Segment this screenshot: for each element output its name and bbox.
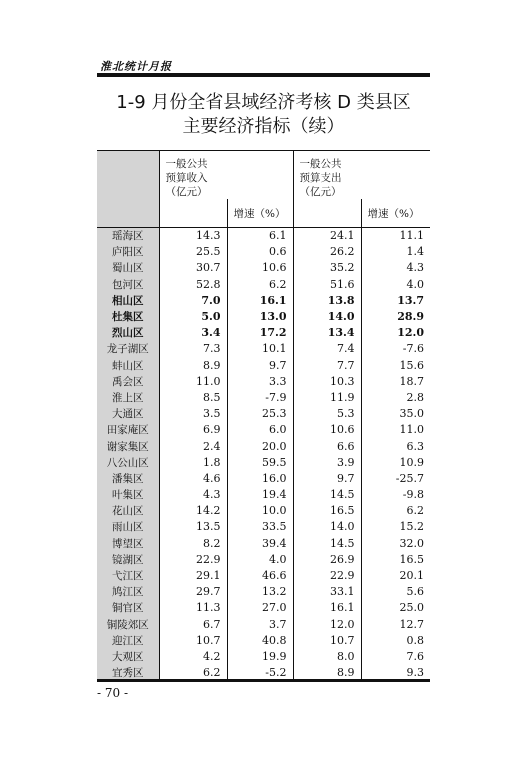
district-name: 弋江区 <box>97 568 159 584</box>
table-row <box>97 584 430 600</box>
revenue-value: 29.7 <box>159 584 227 600</box>
revenue-value: 14.2 <box>159 503 227 519</box>
revenue-value: 29.1 <box>159 568 227 584</box>
expenditure-value: 13.4 <box>293 325 361 341</box>
expenditure-value: 7.4 <box>293 341 361 357</box>
table-row <box>97 552 430 568</box>
district-name: 铜陵郊区 <box>97 617 159 633</box>
revenue-growth: 20.0 <box>227 438 293 454</box>
revenue-growth: 39.4 <box>227 536 293 552</box>
expenditure-value: 7.7 <box>293 358 361 374</box>
expenditure-value: 10.7 <box>293 633 361 649</box>
expenditure-value: 22.9 <box>293 568 361 584</box>
revenue-growth: 46.6 <box>227 568 293 584</box>
expenditure-value: 14.5 <box>293 487 361 503</box>
expenditure-value: 35.2 <box>293 260 361 276</box>
expenditure-value: 5.3 <box>293 406 361 422</box>
expenditure-growth: 13.7 <box>397 293 424 307</box>
expenditure-growth: -9.8 <box>402 488 424 502</box>
expenditure-growth: 10.9 <box>399 455 424 469</box>
expenditure-growth: 4.0 <box>406 277 424 291</box>
expenditure-value: 12.0 <box>293 617 361 633</box>
revenue-growth: 10.1 <box>227 341 293 357</box>
table-row <box>97 374 430 390</box>
district-name: 博望区 <box>97 536 159 552</box>
expenditure-growth: 7.6 <box>406 649 424 663</box>
header-expenditure-label: 一般公共 预算支出 （亿元） <box>299 158 342 198</box>
header-revenue <box>159 151 293 199</box>
revenue-growth: 10.0 <box>227 503 293 519</box>
page-number: - 70 - <box>97 686 129 700</box>
revenue-value: 10.7 <box>159 633 227 649</box>
expenditure-growth: 32.0 <box>399 536 424 550</box>
table-row <box>97 277 430 293</box>
district-name: 镜湖区 <box>97 552 159 568</box>
district-name: 迎江区 <box>97 633 159 649</box>
revenue-growth: 16.0 <box>227 471 293 487</box>
header-expenditure <box>293 151 430 199</box>
table-row <box>97 293 430 309</box>
expenditure-value: 16.5 <box>293 503 361 519</box>
expenditure-value: 3.9 <box>293 455 361 471</box>
revenue-value: 5.0 <box>159 309 227 325</box>
expenditure-value: 10.6 <box>293 422 361 438</box>
expenditure-value: 8.9 <box>293 665 361 681</box>
revenue-growth: 9.7 <box>227 358 293 374</box>
table-row <box>97 325 430 341</box>
revenue-growth: 13.0 <box>227 309 293 325</box>
table-row <box>97 487 430 503</box>
revenue-value: 8.2 <box>159 536 227 552</box>
expenditure-growth: -7.6 <box>402 342 424 356</box>
expenditure-growth: 9.3 <box>406 666 424 680</box>
expenditure-growth: 2.8 <box>406 390 424 404</box>
revenue-growth: 16.1 <box>227 293 293 309</box>
district-name: 鸠江区 <box>97 584 159 600</box>
expenditure-growth: 0.8 <box>406 633 424 647</box>
expenditure-growth: 5.6 <box>406 585 424 599</box>
revenue-growth: 27.0 <box>227 600 293 616</box>
revenue-growth: 3.3 <box>227 374 293 390</box>
table-row <box>97 390 430 406</box>
district-name: 蜀山区 <box>97 260 159 276</box>
revenue-growth: 6.0 <box>227 422 293 438</box>
district-name: 杜集区 <box>97 309 159 325</box>
revenue-value: 52.8 <box>159 277 227 293</box>
revenue-value: 3.4 <box>159 325 227 341</box>
indicator-table <box>97 150 430 682</box>
district-name: 龙子湖区 <box>97 341 159 357</box>
table-row <box>97 536 430 552</box>
expenditure-growth: 15.2 <box>399 520 424 534</box>
expenditure-value: 8.0 <box>293 649 361 665</box>
publication-title: 淮北统计月报 <box>100 60 172 73</box>
expenditure-value: 16.1 <box>293 600 361 616</box>
district-name: 大通区 <box>97 406 159 422</box>
revenue-value: 6.7 <box>159 617 227 633</box>
expenditure-value: 14.0 <box>293 519 361 535</box>
revenue-value: 6.2 <box>159 665 227 681</box>
expenditure-growth: 28.9 <box>397 310 424 324</box>
expenditure-growth: 1.4 <box>406 245 424 259</box>
revenue-value: 8.9 <box>159 358 227 374</box>
header-revenue-unit-cell <box>159 199 227 228</box>
district-name: 相山区 <box>97 293 159 309</box>
table-row <box>97 471 430 487</box>
page-subtitle: 主要经济指标（续） <box>182 116 345 137</box>
table-row <box>97 649 430 665</box>
table-row <box>97 455 430 471</box>
expenditure-growth: 18.7 <box>399 374 424 388</box>
revenue-growth: -5.2 <box>227 665 293 681</box>
district-name: 潘集区 <box>97 471 159 487</box>
revenue-growth: 19.4 <box>227 487 293 503</box>
revenue-value: 22.9 <box>159 552 227 568</box>
table-row <box>97 309 430 325</box>
table-row <box>97 519 430 535</box>
header-corner-cell <box>97 151 159 228</box>
revenue-growth: 19.9 <box>227 649 293 665</box>
revenue-growth: 25.3 <box>227 406 293 422</box>
revenue-value: 7.0 <box>159 293 227 309</box>
revenue-value: 11.0 <box>159 374 227 390</box>
expenditure-growth: 4.3 <box>406 261 424 275</box>
revenue-growth: 6.1 <box>227 228 293 245</box>
table-row <box>97 600 430 616</box>
revenue-growth: 13.2 <box>227 584 293 600</box>
table-row <box>97 260 430 276</box>
revenue-value: 7.3 <box>159 341 227 357</box>
district-name: 谢家集区 <box>97 438 159 454</box>
expenditure-growth: 16.5 <box>399 552 424 566</box>
revenue-growth: 4.0 <box>227 552 293 568</box>
table-row <box>97 633 430 649</box>
district-name: 宜秀区 <box>97 665 159 681</box>
expenditure-growth: 6.3 <box>406 439 424 453</box>
expenditure-growth: 11.0 <box>399 423 424 437</box>
revenue-growth: 3.7 <box>227 617 293 633</box>
footer-rule <box>97 679 430 681</box>
table-row <box>97 244 430 260</box>
district-name: 花山区 <box>97 503 159 519</box>
expenditure-value: 33.1 <box>293 584 361 600</box>
district-name: 包河区 <box>97 277 159 293</box>
district-name: 禹会区 <box>97 374 159 390</box>
header-rule <box>97 73 430 77</box>
district-name: 烈山区 <box>97 325 159 341</box>
district-name: 大观区 <box>97 649 159 665</box>
header-revenue-label: 一般公共 预算收入 （亿元） <box>165 158 208 198</box>
expenditure-value: 24.1 <box>293 228 361 245</box>
table-row <box>97 568 430 584</box>
expenditure-growth: -25.7 <box>395 471 424 485</box>
table-row <box>97 617 430 633</box>
revenue-value: 14.3 <box>159 228 227 245</box>
expenditure-value: 6.6 <box>293 438 361 454</box>
expenditure-growth: 11.1 <box>399 229 424 243</box>
revenue-value: 8.5 <box>159 390 227 406</box>
expenditure-growth: 25.0 <box>399 601 424 615</box>
revenue-growth: 0.6 <box>227 244 293 260</box>
revenue-growth: 40.8 <box>227 633 293 649</box>
header-revenue-growth: 增速（%） <box>227 199 293 228</box>
expenditure-value: 26.2 <box>293 244 361 260</box>
table-row <box>97 422 430 438</box>
expenditure-growth: 12.0 <box>397 326 424 340</box>
district-name: 庐阳区 <box>97 244 159 260</box>
revenue-value: 1.8 <box>159 455 227 471</box>
header-expenditure-growth: 增速（%） <box>361 199 430 228</box>
district-name: 叶集区 <box>97 487 159 503</box>
expenditure-value: 9.7 <box>293 471 361 487</box>
revenue-value: 13.5 <box>159 519 227 535</box>
revenue-value: 11.3 <box>159 600 227 616</box>
expenditure-value: 14.5 <box>293 536 361 552</box>
district-name: 田家庵区 <box>97 422 159 438</box>
district-name: 八公山区 <box>97 455 159 471</box>
table-row <box>97 438 430 454</box>
expenditure-value: 14.0 <box>293 309 361 325</box>
expenditure-growth: 6.2 <box>406 504 424 518</box>
expenditure-growth: 35.0 <box>399 407 424 421</box>
revenue-growth: 33.5 <box>227 519 293 535</box>
table-row <box>97 406 430 422</box>
revenue-growth: -7.9 <box>227 390 293 406</box>
revenue-growth: 59.5 <box>227 455 293 471</box>
table-row <box>97 228 430 245</box>
revenue-value: 6.9 <box>159 422 227 438</box>
revenue-value: 2.4 <box>159 438 227 454</box>
district-name: 淮上区 <box>97 390 159 406</box>
revenue-value: 25.5 <box>159 244 227 260</box>
expenditure-growth: 15.6 <box>399 358 424 372</box>
revenue-growth: 17.2 <box>227 325 293 341</box>
district-name: 蚌山区 <box>97 358 159 374</box>
revenue-value: 3.5 <box>159 406 227 422</box>
expenditure-value: 51.6 <box>293 277 361 293</box>
revenue-value: 30.7 <box>159 260 227 276</box>
table-row <box>97 358 430 374</box>
table-row <box>97 503 430 519</box>
header-expenditure-unit-cell <box>293 199 361 228</box>
expenditure-value: 11.9 <box>293 390 361 406</box>
district-name: 雨山区 <box>97 519 159 535</box>
revenue-value: 4.6 <box>159 471 227 487</box>
district-name: 铜官区 <box>97 600 159 616</box>
expenditure-growth: 12.7 <box>399 617 424 631</box>
revenue-value: 4.3 <box>159 487 227 503</box>
expenditure-value: 10.3 <box>293 374 361 390</box>
page-title: 1-9 月份全省县域经济考核 D 类县区 <box>116 92 411 113</box>
revenue-growth: 6.2 <box>227 277 293 293</box>
revenue-growth: 10.6 <box>227 260 293 276</box>
district-name: 瑶海区 <box>97 228 159 245</box>
expenditure-growth: 20.1 <box>399 569 424 583</box>
revenue-value: 4.2 <box>159 649 227 665</box>
table-row <box>97 341 430 357</box>
expenditure-value: 13.8 <box>293 293 361 309</box>
expenditure-value: 26.9 <box>293 552 361 568</box>
